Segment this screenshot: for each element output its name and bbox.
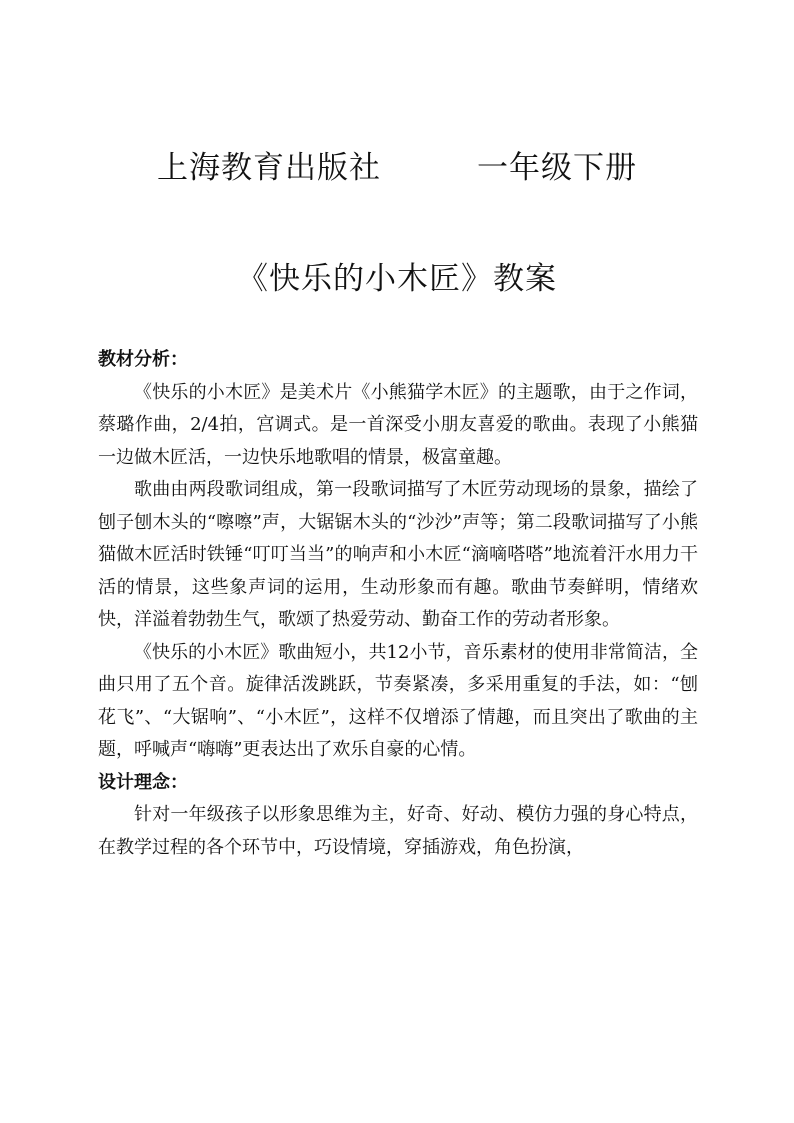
section-heading-material-analysis: 教材分析： [98,349,188,370]
paragraph-structure: 《快乐的小木匠》歌曲短小，共12小节，音乐素材的使用非常简洁，全曲只用了五个音。旋律活泼跳跃，节奏紧凑，多采用重复的手法，如：“刨花飞”、“大锯响”、“小木匠”，这样不仅增添了情趣，而且突出了歌曲的主题，呼喊声“嗨嗨”更表达出了欢乐自豪的心情。 [98,641,698,760]
section-heading-design-concept: 设计理念： [98,771,188,793]
document-title-publisher: 上海教育出版社 一年级下册 [157,150,637,186]
paragraph-lyrics: 歌曲由两段歌词组成，第一段歌词描写了木匠劳动现场的景象，描绘了刨子刨木头的“嚓嚓”声，大锯锯木头的“沙沙”声等；第二段歌词描写了小熊猫做木匠活时铁锤“叮叮当当”的响声和小木匠“滴嘀嗒嗒”地流着汗水用力干活的情景，这些象声词的运用，生动形象而有趣。歌曲节奏鲜明，情绪欢快，洋溢着勃勃生气，歌颂了热爱劳动、勤奋工作的劳动者形象。 [98,479,698,630]
paragraph-design-concept: 针对一年级孩子以形象思维为主，好奇、好动、模仿力强的身心特点，在教学过程的各个环节中，巧设情境，穿插游戏，角色扮演， [98,804,698,858]
document-title-lesson: 《快乐的小木匠》教案 [237,261,557,297]
document-body [98,344,698,864]
paragraph-song-intro: 《快乐的小木匠》是美术片《小熊猫学木匠》的主题歌，由于之作词，蔡璐作曲，2/4拍，宫调式。是一首深受小朋友喜爱的歌曲。表现了小熊猫一边做木匠活，一边快乐地歌唱的情景，极富童趣。 [98,381,698,468]
